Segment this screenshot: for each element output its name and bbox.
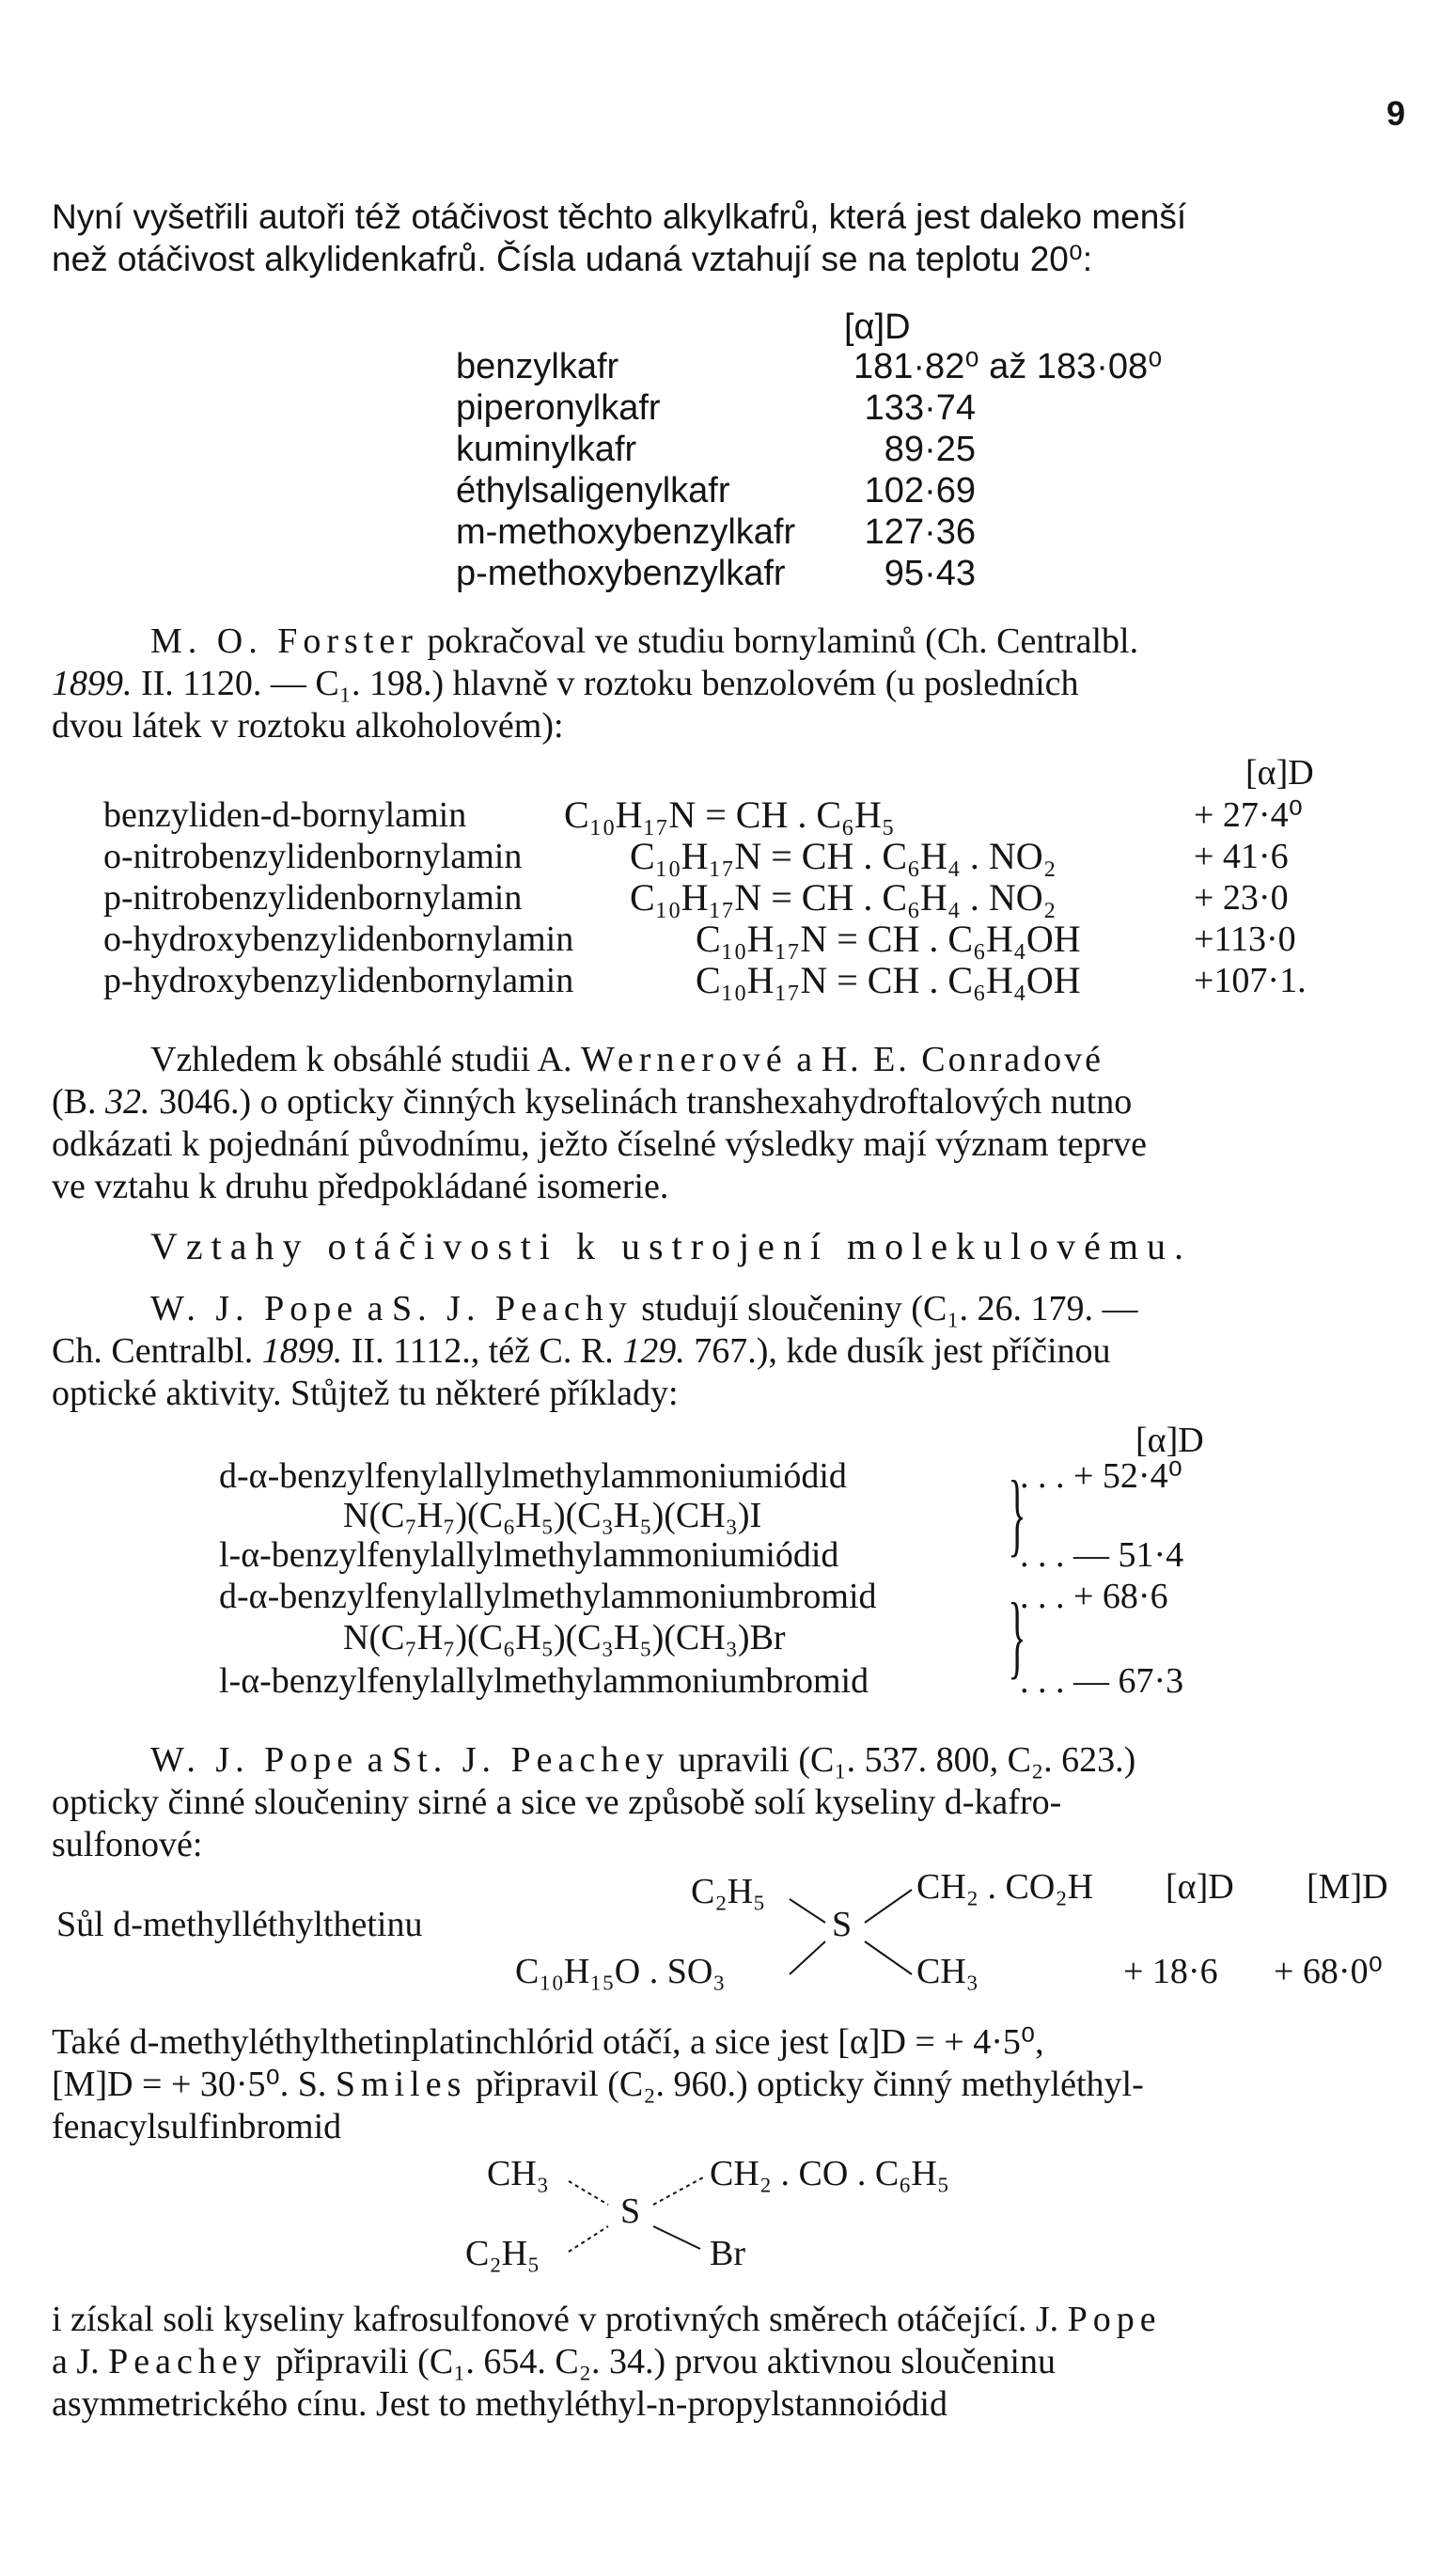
table2-name: benzyliden-d-bornylamin — [103, 795, 467, 835]
table3-row-1: d-α-benzylfenylallylmethylammoniumiódid — [219, 1456, 847, 1496]
author-name: W. J. Pope — [150, 1289, 359, 1328]
sulfin-top-right: CH₂ . CO . C₆H₅ — [710, 2154, 950, 2193]
table2-header: [α]D — [1245, 753, 1314, 793]
author-name: St. J. Peachey — [392, 1740, 670, 1780]
thetin-value-alpha: + 18·6 — [1123, 1952, 1218, 1991]
table2-formulas — [564, 794, 1081, 1001]
table1-value: 133·74 — [864, 388, 976, 428]
table2-value: +107·1. — [1194, 961, 1307, 1000]
thetin-header-alpha: [α]D — [1166, 1867, 1234, 1907]
table1-name: m-methoxybenzylkafr — [456, 512, 796, 552]
sulfin-bottom-right: Br — [710, 2234, 745, 2273]
werner-text: Vzhledem k obsáhlé studii A. — [150, 1040, 572, 1079]
also-line-3: fenacylsulfinbromid — [52, 2107, 342, 2146]
pope1-year: 1899. — [261, 1331, 343, 1371]
pope2-text: upravili (C₁. 537. 800, C₂. 623.) — [678, 1740, 1136, 1780]
final-text: i získal soli kyseliny kafrosulfonové v protivných směrech otáčející. J. — [52, 2300, 1059, 2339]
forster-year: 1899. — [52, 664, 133, 703]
werner-text: a — [796, 1040, 813, 1079]
table2-value: +113·0 — [1194, 919, 1296, 959]
pope2-line-2: opticky činné sloučeniny sirné a sice ve způsobě solí kyseliny d-kafro- — [52, 1783, 1062, 1822]
forster-paragraph — [52, 621, 1408, 663]
intro-paragraph — [52, 196, 1408, 280]
bond-line — [865, 1890, 912, 1923]
thetin-label: Sůl d-methylléthylthetinu — [56, 1905, 423, 1944]
also-text: připravil (C₂. 960.) opticky činný methyléthyl- — [475, 2065, 1144, 2104]
sulfin-sulfur: S — [620, 2192, 641, 2231]
forster-line-3: dvou látek v roztoku alkoholovém): — [52, 706, 564, 746]
table1-name: éthylsaligenylkafr — [456, 471, 730, 511]
author-name: Pope — [1067, 2300, 1162, 2339]
werner-line-3: odkázati k pojednání původnímu, ježto číselné výsledky mají význam teprve — [52, 1124, 1148, 1164]
werner-volume: 32. — [105, 1082, 150, 1122]
table2-name: o-hydroxybenzylidenbornylamin — [103, 919, 574, 959]
sulfin-bonds — [550, 2162, 719, 2266]
thetin-top-right: CH₂ . CO₂H — [916, 1867, 1094, 1907]
thetin-bonds — [771, 1876, 921, 1988]
bond-line — [653, 2176, 705, 2205]
table2-names — [103, 794, 573, 1001]
werner-line-2 — [52, 1081, 1408, 1123]
table2-formula: C₁₀H₁₇N = CH . C₆H₄OH — [696, 918, 1081, 960]
author-name: H. E. Conradové — [821, 1040, 1104, 1079]
author-name: S. J. Peachy — [392, 1289, 633, 1328]
also-text: [M]D = + 30·5⁰. S. — [52, 2065, 327, 2104]
thetin-bottom-left: C₁₀H₁₅O . SO₃ — [515, 1952, 726, 1991]
final-line-2 — [52, 2341, 1408, 2383]
table2-formula: C₁₀H₁₇N = CH . C₆H₄ . NO₂ — [630, 876, 1057, 919]
author-name: W. J. Pope — [150, 1740, 359, 1780]
werner-line-1 — [52, 1039, 1408, 1081]
table3-value-3: . . . + 68·6 — [1020, 1577, 1168, 1616]
table3-brace-1: } — [1008, 1461, 1026, 1565]
sulfin-top-left: CH₃ — [487, 2154, 550, 2193]
sulfin-bottom-left: C₂H₅ — [465, 2234, 540, 2273]
bond-line — [790, 1941, 825, 1974]
pope2-line-1 — [52, 1739, 1408, 1782]
table1-value: 102·69 — [864, 471, 976, 511]
table1-name: piperonylkafr — [456, 388, 661, 428]
also-line-2 — [52, 2064, 1408, 2106]
table1-value: 89·25 — [884, 430, 976, 469]
table3-formula-1: N(C₇H₇)(C₆H₅)(C₃H₅)(CH₃)I — [343, 1496, 762, 1535]
also-line-1: Také d-methyléthylthetinplatinchlórid otáčí, a sice jest [α]D = + 4·5⁰, — [52, 2022, 1044, 2062]
table3-row-3: d-α-benzylfenylallylmethylammoniumbromid — [219, 1577, 877, 1616]
author-name: Peachey — [108, 2342, 267, 2381]
table2-values — [1194, 794, 1307, 1001]
thetin-header-m: [M]D — [1307, 1867, 1388, 1907]
table3-header: [α]D — [1135, 1421, 1204, 1460]
section-heading: Vztahy otáčivosti k ustrojení molekulovému. — [150, 1225, 1192, 1267]
table3-value-2: . . . — 51·4 — [1020, 1535, 1184, 1575]
table3-value-4: . . . — 67·3 — [1020, 1661, 1184, 1701]
werner-text: 3046.) o opticky činných kyselinách transhexahydroftalových nutno — [159, 1082, 1133, 1122]
table2-value: + 41·6 — [1194, 837, 1289, 876]
table1-names — [456, 346, 795, 594]
intro-line-1: Nyní vyšetřili autoři též otáčivost těchto alkylkafrů, která jest daleko menší — [52, 197, 1187, 236]
pope2-text: a — [367, 1740, 384, 1780]
table1-value: 181·82⁰ až 183·08⁰ — [853, 347, 1163, 386]
final-text: připravili (C₁. 654. C₂. 34.) prvou aktivnou sloučeninu — [275, 2342, 1056, 2381]
pope1-line-2 — [52, 1330, 1408, 1373]
table1-name: benzylkafr — [456, 347, 619, 386]
pope1-text: II. 1112., též C. R. — [351, 1331, 614, 1371]
author-name: M. O. Forster — [150, 621, 418, 661]
forster-line-2 — [52, 663, 1408, 705]
thetin-value-m: + 68·0⁰ — [1274, 1952, 1383, 1991]
thetin-sulfur: S — [832, 1905, 853, 1944]
table1-values — [853, 346, 1163, 594]
table2-name: p-nitrobenzylidenbornylamin — [103, 878, 523, 918]
author-name: Smiles — [335, 2065, 467, 2104]
pope1-text: studují sloučeniny (C₁. 26. 179. — — [641, 1289, 1138, 1328]
table1-name: p-methoxybenzylkafr — [456, 554, 786, 593]
table2-name: p-hydroxybenzylidenbornylamin — [103, 961, 574, 1000]
table1-name: kuminylkafr — [456, 430, 637, 469]
page-number: 9 — [1386, 94, 1406, 133]
werner-line-4: ve vztahu k druhu předpokládané isomerie. — [52, 1167, 669, 1206]
pope1-text: Ch. Centralbl. — [52, 1331, 254, 1371]
author-name: Wernerové — [581, 1040, 788, 1079]
table2-formula: C₁₀H₁₇N = CH . C₆H₄OH — [696, 959, 1081, 1001]
pope1-line-3: optické aktivity. Stůjtež tu některé příklady: — [52, 1374, 679, 1413]
intro-line-2: než otáčivost alkylidenkafrů. Čísla udaná vztahují se na teplotu 20⁰: — [52, 240, 1092, 278]
final-line-1 — [52, 2299, 1408, 2341]
table3-row-2: l-α-benzylfenylallylmethylammoniumiódid — [219, 1535, 839, 1575]
bond-line — [569, 2181, 608, 2205]
final-line-3: asymmetrického cínu. Jest to methyléthyl-n-propylstannoiódid — [52, 2384, 947, 2424]
forster-text: II. 1120. — C₁. 198.) hlavně v roztoku benzolovém (u posledních — [141, 664, 1079, 703]
pope1-text: 767.), kde dusík jest příčinou — [694, 1331, 1111, 1371]
table2-formula: C₁₀H₁₇N = CH . C₆H₄ . NO₂ — [630, 835, 1057, 877]
table2-value: + 27·4⁰ — [1194, 795, 1303, 835]
thetin-top-left: C₂H₅ — [691, 1872, 766, 1911]
table1-header: [α]D — [844, 307, 911, 347]
table1-value: 95·43 — [884, 554, 976, 593]
pope1-text: a — [367, 1289, 384, 1328]
pope2-line-3: sulfonové: — [52, 1825, 203, 1864]
pope1-volume: 129. — [622, 1331, 685, 1371]
bond-line — [865, 1941, 912, 1974]
bond-line — [653, 2226, 700, 2249]
thetin-bottom-right: CH₃ — [916, 1952, 979, 1991]
table3-row-4: l-α-benzylfenylallylmethylammoniumbromid — [219, 1661, 869, 1701]
werner-text: (B. — [52, 1082, 97, 1122]
bond-line — [790, 1899, 825, 1923]
table3-brace-2: } — [1008, 1583, 1026, 1688]
table2-value: + 23·0 — [1194, 878, 1289, 918]
final-text: a J. — [52, 2342, 100, 2381]
pope1-line-1 — [52, 1288, 1408, 1330]
table3-value-1: . . . + 52·4⁰ — [1020, 1456, 1182, 1496]
table3-formula-2: N(C₇H₇)(C₆H₅)(C₃H₅)(CH₃)Br — [343, 1618, 786, 1658]
bond-line — [569, 2226, 608, 2252]
table2-name: o-nitrobenzylidenbornylamin — [103, 837, 523, 876]
table2-formula: C₁₀H₁₇N = CH . C₆H₅ — [564, 793, 895, 836]
forster-text: pokračoval ve studiu bornylaminů (Ch. Centralbl. — [427, 621, 1139, 661]
table1-value: 127·36 — [864, 512, 976, 552]
